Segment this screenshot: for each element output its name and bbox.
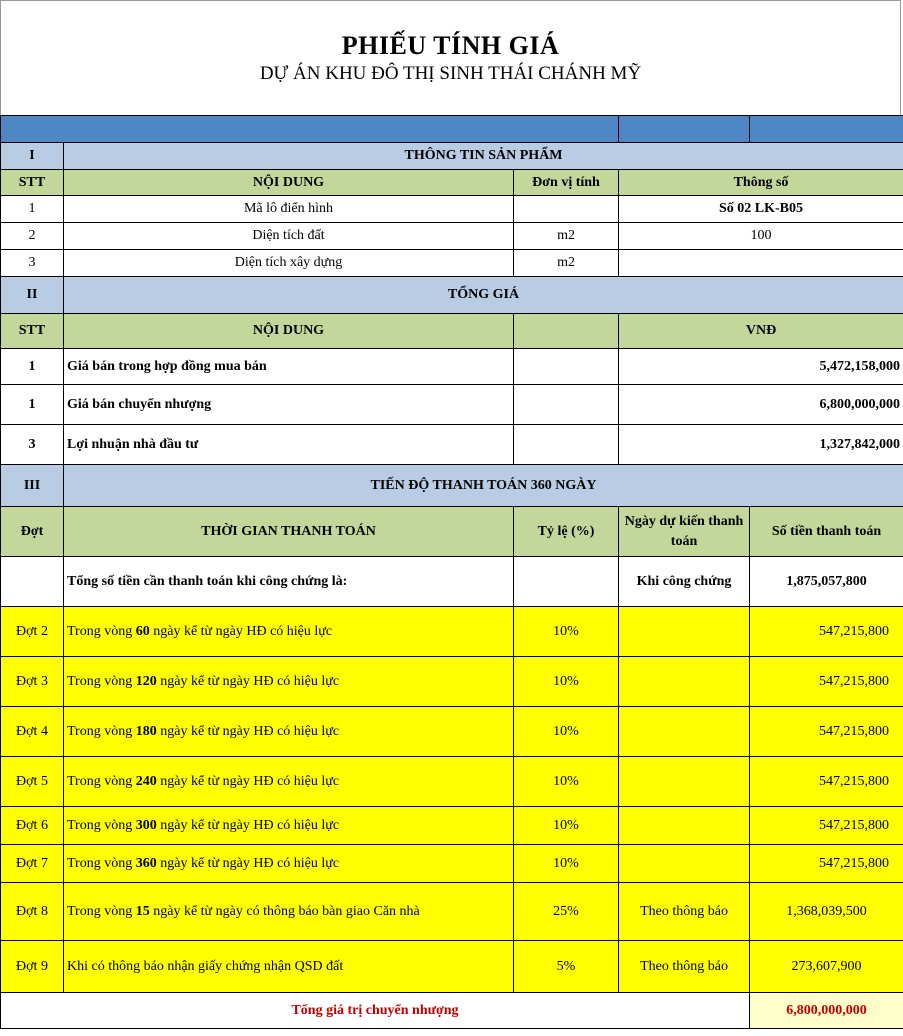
document-subtitle: DỰ ÁN KHU ĐÔ THỊ SINH THÁI CHÁNH MỸ xyxy=(259,63,642,84)
payment-amount: 547,215,800 xyxy=(750,607,903,657)
payment-date xyxy=(619,707,750,757)
payment-row xyxy=(1,941,903,993)
section-heading: THÔNG TIN SẢN PHẨM xyxy=(64,143,903,170)
payment-row xyxy=(1,707,903,757)
payment-installment: Đợt 2 xyxy=(1,607,64,657)
payment-amount: 547,215,800 xyxy=(750,707,903,757)
section-heading: TIẾN ĐỘ THANH TOÁN 360 NGÀY xyxy=(64,465,903,507)
payment-installment: Đợt 5 xyxy=(1,757,64,807)
payment-date xyxy=(619,657,750,707)
payment-rate: 10% xyxy=(514,707,619,757)
column-header: STT xyxy=(1,314,64,349)
document-title: PHIẾU TÍNH GIÁ xyxy=(341,31,560,60)
column-header: Ngày dự kiến thanh toán xyxy=(619,507,750,557)
table-row: 3 Diện tích xây dựng m2 xyxy=(1,250,903,277)
payment-date: Theo thông báo xyxy=(619,941,750,993)
table-row: 1 Mã lô điển hình Số 02 LK-B05 xyxy=(1,196,903,223)
payment-date xyxy=(619,607,750,657)
document-header xyxy=(0,0,901,115)
section-number: I xyxy=(1,143,64,170)
payment-amount: 547,215,800 xyxy=(750,657,903,707)
column-header: Số tiền thanh toán xyxy=(750,507,903,557)
payment-installment: Đợt 3 xyxy=(1,657,64,707)
payment-installment: Đợt 4 xyxy=(1,707,64,757)
column-header: STT xyxy=(1,170,64,196)
column-header: Đơn vị tính xyxy=(514,170,619,196)
column-header: NỘI DUNG xyxy=(64,314,514,349)
total-row xyxy=(1,993,903,1029)
payment-installment: Đợt 6 xyxy=(1,807,64,845)
blue-header-band xyxy=(1,116,619,143)
payment-term: Trong vòng 120 ngày kể từ ngày HĐ có hiệu lực xyxy=(64,657,514,707)
payment-rate: 10% xyxy=(514,845,619,883)
payment-installment: Đợt 8 xyxy=(1,883,64,941)
payment-term: Trong vòng 60 ngày kể từ ngày HĐ có hiệu lực xyxy=(64,607,514,657)
payment-amount: 547,215,800 xyxy=(750,845,903,883)
payment-term: Trong vòng 180 ngày kể từ ngày HĐ có hiệu lực xyxy=(64,707,514,757)
total-label: Tổng giá trị chuyển nhượng xyxy=(1,993,750,1029)
column-header: Tỷ lệ (%) xyxy=(514,507,619,557)
section-number: III xyxy=(1,465,64,507)
payment-installment: Đợt 9 xyxy=(1,941,64,993)
payment-installment: Đợt 7 xyxy=(1,845,64,883)
payment-row xyxy=(1,657,903,707)
payment-amount: 547,215,800 xyxy=(750,757,903,807)
payment-date xyxy=(619,807,750,845)
payment-row xyxy=(1,607,903,657)
payment-rate: 10% xyxy=(514,607,619,657)
payment-term: Khi có thông báo nhận giấy chứng nhận QSD đất xyxy=(64,941,514,993)
column-header: Thông số xyxy=(619,170,903,196)
table-row: 2 Diện tích đất m2 100 xyxy=(1,223,903,250)
payment-term: Trong vòng 240 ngày kể từ ngày HĐ có hiệu lực xyxy=(64,757,514,807)
section-number: II xyxy=(1,277,64,314)
column-header: VNĐ xyxy=(619,314,903,349)
payment-row xyxy=(1,757,903,807)
table-row: Tổng số tiền cần thanh toán khi công chứng là: Khi công chứng 1,875,057,800 xyxy=(1,557,903,607)
payment-term: Trong vòng 15 ngày kể từ ngày có thông báo bàn giao Căn nhà xyxy=(64,883,514,941)
payment-amount: 273,607,900 xyxy=(750,941,903,993)
payment-row xyxy=(1,845,903,883)
payment-term: Trong vòng 360 ngày kể từ ngày HĐ có hiệu lực xyxy=(64,845,514,883)
payment-rate: 25% xyxy=(514,883,619,941)
payment-date xyxy=(619,757,750,807)
price-table xyxy=(0,115,903,1029)
column-header: Đợt xyxy=(1,507,64,557)
column-header: NỘI DUNG xyxy=(64,170,514,196)
payment-row xyxy=(1,883,903,941)
total-value: 6,800,000,000 xyxy=(750,993,903,1029)
payment-term: Trong vòng 300 ngày kể từ ngày HĐ có hiệu lực xyxy=(64,807,514,845)
payment-rate: 10% xyxy=(514,757,619,807)
payment-date: Theo thông báo xyxy=(619,883,750,941)
table-row: 3 Lợi nhuận nhà đầu tư 1,327,842,000 xyxy=(1,425,903,465)
payment-amount: 1,368,039,500 xyxy=(750,883,903,941)
payment-rate: 5% xyxy=(514,941,619,993)
payment-rate: 10% xyxy=(514,657,619,707)
payment-rate: 10% xyxy=(514,807,619,845)
payment-row xyxy=(1,807,903,845)
table-row: 1 Giá bán trong hợp đồng mua bán 5,472,158,000 xyxy=(1,349,903,385)
table-row: 1 Giá bán chuyển nhượng 6,800,000,000 xyxy=(1,385,903,425)
section-heading: TỔNG GIÁ xyxy=(64,277,903,314)
column-header: THỜI GIAN THANH TOÁN xyxy=(64,507,514,557)
payment-amount: 547,215,800 xyxy=(750,807,903,845)
payment-date xyxy=(619,845,750,883)
